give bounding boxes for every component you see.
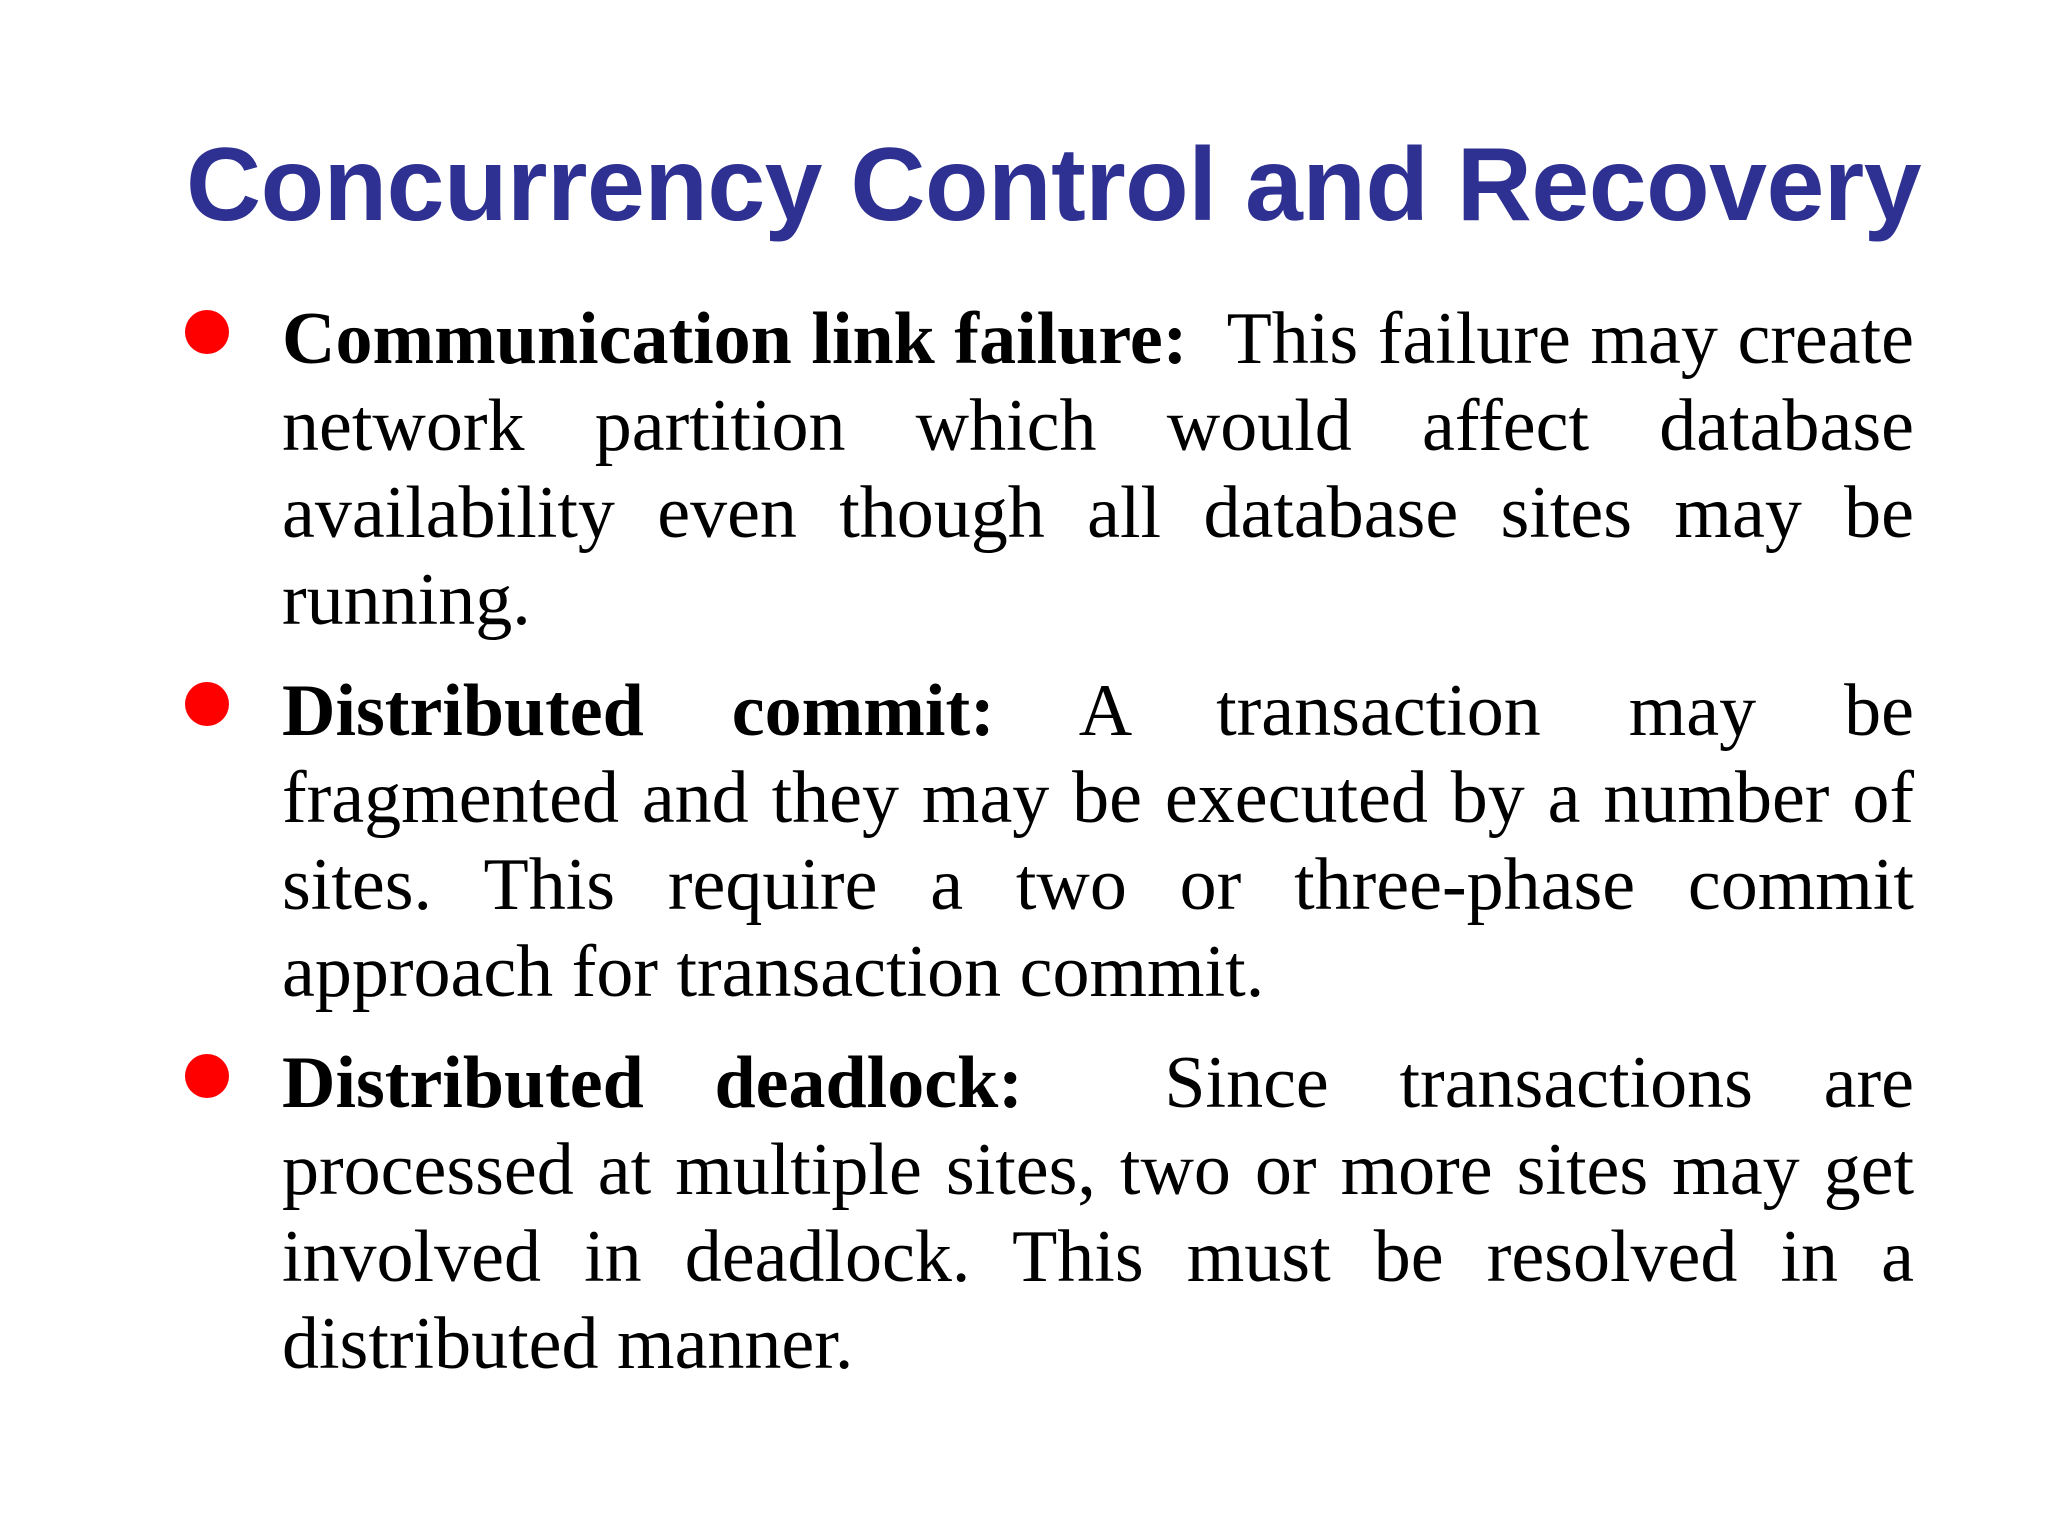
red-bullet-icon: [185, 682, 229, 726]
red-bullet-icon: [185, 310, 229, 354]
slide-title: Concurrency Control and Recovery: [186, 127, 1922, 243]
bullet-item-communication-link-failure: [182, 296, 1914, 644]
bullet-text: This failure may create network partition which would affect database availability even though all database sites may be running.: [282, 298, 1915, 641]
bullet-text: A transaction may be fragmented and they may be executed by a number of sites. This require a two or three-phase commit approach for transaction commit.: [282, 670, 1914, 1013]
red-bullet-icon: [185, 1054, 229, 1098]
bullet-text: Since transactions are processed at multiple sites, two or more sites may get involved in deadlock. This must be resolved in a distributed manner.: [282, 1042, 1915, 1385]
bullet-item-distributed-deadlock: [182, 1040, 1914, 1388]
bullet-term: Communication link failure:: [282, 298, 1188, 380]
bullet-term: Distributed deadlock:: [282, 1042, 1023, 1124]
bullet-item-distributed-commit: [182, 668, 1914, 1016]
bullet-term: Distributed commit:: [282, 670, 995, 752]
bullet-list: [182, 296, 1914, 1412]
